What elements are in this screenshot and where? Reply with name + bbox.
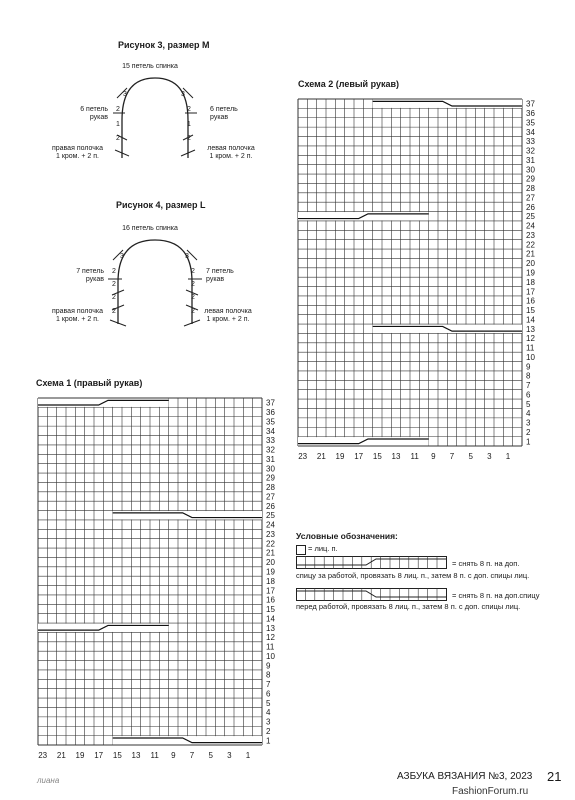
row-label: 15: [526, 306, 535, 316]
row-label: 5: [526, 399, 531, 409]
scheme2-cells: [298, 99, 522, 446]
row-label: 7: [526, 381, 531, 391]
row-label: 34: [266, 426, 275, 436]
row-label: 32: [266, 445, 275, 455]
row-label: 17: [526, 287, 535, 297]
fig3-num-l3: 1: [116, 121, 120, 128]
col-label: 7: [189, 751, 195, 760]
row-label: 6: [266, 689, 271, 699]
fig4-num-l3: 2: [112, 281, 116, 288]
row-label: 20: [526, 259, 535, 269]
fig4-num-l4: 2: [112, 294, 116, 301]
fig3-back-label: 15 петель спинка: [122, 63, 178, 70]
row-label: 33: [266, 436, 275, 446]
col-label: 3: [487, 452, 492, 461]
col-label: 11: [150, 751, 159, 760]
col-label: 5: [208, 751, 213, 760]
row-label: 21: [266, 548, 275, 558]
fig4-front-right: правая полочка 1 кром. + 2 п.: [51, 308, 104, 323]
col-label: 23: [38, 751, 48, 760]
col-label: 13: [391, 452, 401, 461]
row-label: 1: [526, 437, 531, 447]
fig3-num-r4: 2: [187, 135, 191, 142]
fig3-num-l1: 3: [123, 91, 127, 98]
scheme2-title: Схема 2 (левый рукав): [298, 79, 399, 89]
fig3-num-r1: 3: [181, 91, 185, 98]
fig4-num-r2: 2: [191, 268, 195, 275]
watermark: FashionForum.ru: [452, 786, 529, 797]
col-label: 15: [112, 751, 122, 760]
row-label: 10: [526, 352, 535, 362]
row-label: 31: [526, 155, 535, 165]
row-label: 6: [526, 390, 531, 400]
row-label: 4: [266, 708, 271, 718]
row-label: 13: [526, 324, 535, 334]
row-label: 14: [526, 315, 535, 325]
row-label: 8: [266, 670, 271, 680]
row-label: 10: [266, 651, 275, 661]
row-label: 36: [266, 408, 275, 418]
row-label: 16: [526, 296, 535, 306]
col-label: 13: [131, 751, 141, 760]
legend-knit-swatch: [296, 545, 306, 555]
fig4-right-sleeve: 7 петель рукав: [206, 268, 234, 283]
col-label: 9: [171, 751, 176, 760]
row-label: 9: [266, 661, 271, 671]
row-label: 23: [526, 230, 535, 240]
row-label: 34: [526, 127, 535, 137]
row-label: 19: [526, 268, 535, 278]
row-label: 20: [266, 558, 275, 568]
row-label: 27: [526, 193, 535, 203]
col-label: 17: [354, 452, 364, 461]
fig4-num-l1: 3: [120, 253, 124, 260]
row-label: 19: [266, 567, 275, 577]
col-label: 1: [245, 751, 251, 760]
row-label: 16: [266, 595, 275, 605]
row-label: 30: [526, 165, 535, 175]
row-label: 23: [266, 529, 275, 539]
row-label: 32: [526, 146, 535, 156]
fig3-front-left: левая полочка 1 кром. + 2 п.: [207, 145, 255, 160]
col-label: 5: [468, 452, 473, 461]
row-label: 7: [266, 680, 271, 690]
fig4-num-l5: 2: [112, 308, 116, 315]
legend-cable1-line1: = снять 8 п. на доп.: [452, 559, 520, 568]
fig3-title: Рисунок 3, размер M: [118, 40, 210, 50]
fig4-left-sleeve: 7 петель рукав: [76, 268, 104, 283]
fig4-title: Рисунок 4, размер L: [116, 200, 206, 210]
row-label: 9: [526, 362, 531, 372]
col-label: 11: [410, 452, 419, 461]
row-label: 25: [526, 212, 535, 222]
fig3-num-r3: 1: [187, 121, 191, 128]
fig3-front-right: правая полочка 1 кром. + 2 п.: [51, 145, 104, 160]
row-label: 1: [266, 736, 271, 746]
row-label: 3: [526, 418, 531, 428]
legend-cable2-line1: = снять 8 п. на доп.спицу: [452, 591, 540, 600]
legend-cable1-swatch: [296, 556, 448, 570]
fig4-num-r5: 2: [191, 308, 195, 315]
row-label: 18: [266, 576, 275, 586]
col-label: 21: [56, 751, 66, 760]
col-label: 19: [335, 452, 345, 461]
legend-title: Условные обозначения:: [296, 531, 398, 541]
fig3-left-sleeve: 6 петель рукав: [80, 106, 108, 121]
fig4-back-label: 16 петель спинка: [122, 225, 178, 232]
row-label: 33: [526, 137, 535, 147]
legend-cable2-swatch: [296, 588, 448, 602]
row-label: 37: [526, 99, 535, 109]
footer-magazine: АЗБУКА ВЯЗАНИЯ №3, 2023: [397, 771, 533, 782]
row-label: 8: [526, 371, 531, 381]
page-number: 21: [547, 769, 562, 784]
fig4-front-left: левая полочка 1 кром. + 2 п.: [204, 308, 252, 323]
row-label: 4: [526, 409, 531, 419]
row-label: 18: [526, 277, 535, 287]
row-label: 22: [266, 539, 275, 549]
row-label: 14: [266, 614, 275, 624]
row-label: 35: [266, 417, 275, 427]
row-label: 13: [266, 623, 275, 633]
row-label: 2: [266, 726, 271, 736]
col-label: 15: [372, 452, 382, 461]
row-label: 31: [266, 454, 275, 464]
row-label: 22: [526, 240, 535, 250]
row-label: 11: [266, 642, 275, 652]
row-label: 25: [266, 511, 275, 521]
legend-cable2-line2: перед работой, провязать 8 лиц. п., затем 8 п. с доп. спицы лиц.: [296, 602, 521, 611]
row-label: 5: [266, 698, 271, 708]
row-label: 35: [526, 118, 535, 128]
col-label: 19: [75, 751, 85, 760]
fig4-num-r3: 2: [191, 281, 195, 288]
fig4-num-r1: 3: [185, 253, 189, 260]
col-label: 1: [505, 452, 511, 461]
row-label: 15: [266, 605, 275, 615]
row-label: 27: [266, 492, 275, 502]
col-label: 7: [449, 452, 455, 461]
row-label: 24: [266, 520, 275, 530]
row-label: 11: [526, 343, 535, 353]
row-label: 26: [526, 202, 535, 212]
row-label: 2: [526, 427, 531, 437]
row-label: 17: [266, 586, 275, 596]
row-label: 21: [526, 249, 535, 259]
col-label: 9: [431, 452, 436, 461]
row-label: 24: [526, 221, 535, 231]
footer-publisher: лиана: [37, 776, 60, 785]
col-label: 21: [316, 452, 326, 461]
row-label: 30: [266, 464, 275, 474]
row-label: 12: [266, 633, 275, 643]
fig3-num-r2: 2: [187, 106, 191, 113]
legend-cable1-line2: спицу за работой, провязать 8 лиц. п., затем 8 п. с доп. спицы лиц.: [296, 571, 530, 580]
row-label: 29: [266, 473, 275, 483]
fig3-num-l2: 2: [116, 106, 120, 113]
row-label: 36: [526, 109, 535, 119]
row-label: 28: [526, 184, 535, 194]
row-label: 28: [266, 483, 275, 493]
scheme1-title: Схема 1 (правый рукав): [36, 378, 143, 388]
row-label: 3: [266, 717, 271, 727]
legend-knit-text: = лиц. п.: [308, 544, 338, 553]
col-label: 17: [94, 751, 104, 760]
fig3-right-sleeve: 6 петель рукав: [210, 106, 238, 121]
row-label: 12: [526, 334, 535, 344]
row-label: 37: [266, 398, 275, 408]
fig3-num-l4: 2: [116, 135, 120, 142]
row-label: 29: [526, 174, 535, 184]
col-label: 23: [298, 452, 308, 461]
fig4-num-l2: 2: [112, 268, 116, 275]
col-label: 3: [227, 751, 232, 760]
fig4-num-r4: 2: [191, 294, 195, 301]
row-label: 26: [266, 501, 275, 511]
